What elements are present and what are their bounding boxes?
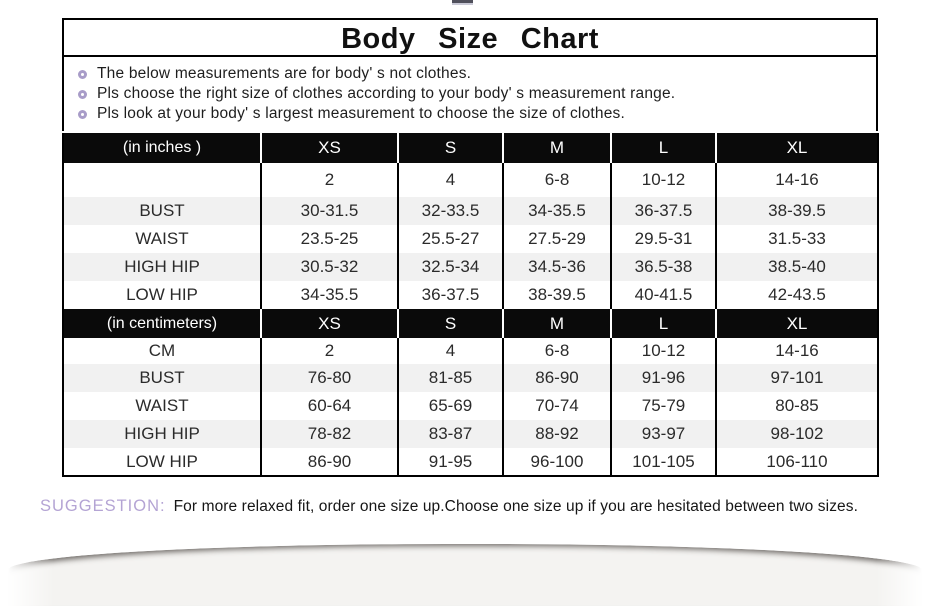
size-col-header: XS [261,309,398,338]
size-cell: 27.5-29 [503,225,611,253]
table-row [63,420,878,448]
size-cell: 42-43.5 [716,281,878,309]
table-row [63,225,878,253]
size-cell: 60-64 [261,392,398,420]
row-label: BUST [63,364,261,392]
size-col-header: XS [261,133,398,163]
size-cell: 106-110 [716,448,878,476]
size-cell: 4 [398,163,503,197]
size-cell: 10-12 [611,163,716,197]
size-cell: 23.5-25 [261,225,398,253]
table-row [63,197,878,225]
size-col-header: S [398,309,503,338]
suggestion-text: For more relaxed fit, order one size up.Choose one size up if you are hesitated between two sizes. [173,498,859,515]
size-col-header: L [611,133,716,163]
table-row [63,281,878,309]
unit-label: (in inches ) [63,133,261,163]
table-header-centimeters [63,309,878,338]
row-label: CM [63,338,261,364]
size-cell: 38-39.5 [716,197,878,225]
size-cell: 14-16 [716,163,878,197]
row-label: BUST [63,197,261,225]
size-cell: 80-85 [716,392,878,420]
ring-bullet-icon [78,90,87,99]
size-cell: 101-105 [611,448,716,476]
table-header-inches [63,133,878,163]
note-text: The below measurements are for body' s not clothes. [97,65,472,82]
size-cell: 97-101 [716,364,878,392]
size-col-header: L [611,309,716,338]
note-text: Pls look at your body' s largest measurement to choose the size of clothes. [97,105,625,122]
size-cell: 36-37.5 [398,281,503,309]
size-cell: 10-12 [611,338,716,364]
crop-artifact [452,0,473,5]
row-label [63,163,261,197]
table-row [63,392,878,420]
table-row [63,253,878,281]
page-bottom-shadow [8,544,922,606]
size-cell: 65-69 [398,392,503,420]
row-label: LOW HIP [63,281,261,309]
notes-list [64,57,876,131]
size-cell: 25.5-27 [398,225,503,253]
size-cell: 91-95 [398,448,503,476]
size-cell: 30-31.5 [261,197,398,225]
size-cell: 86-90 [503,364,611,392]
size-cell: 6-8 [503,163,611,197]
page-title: Body Size Chart [64,20,876,57]
suggestion-line [40,497,920,516]
table-row [63,448,878,476]
size-cell: 88-92 [503,420,611,448]
table-row [63,338,878,364]
size-cell: 75-79 [611,392,716,420]
size-cell: 38-39.5 [503,281,611,309]
row-label: WAIST [63,392,261,420]
size-cell: 32-33.5 [398,197,503,225]
size-cell: 70-74 [503,392,611,420]
table-row [63,364,878,392]
header-box [62,18,878,131]
size-cell: 91-96 [611,364,716,392]
size-cell: 32.5-34 [398,253,503,281]
size-cell: 31.5-33 [716,225,878,253]
table-row [63,163,878,197]
size-cell: 4 [398,338,503,364]
size-col-header: M [503,309,611,338]
size-cell: 34.5-36 [503,253,611,281]
size-col-header: XL [716,133,878,163]
size-col-header: XL [716,309,878,338]
size-cell: 78-82 [261,420,398,448]
suggestion-label: SUGGESTION: [40,497,166,515]
size-cell: 14-16 [716,338,878,364]
size-col-header: S [398,133,503,163]
size-cell: 86-90 [261,448,398,476]
size-cell: 98-102 [716,420,878,448]
size-cell: 2 [261,338,398,364]
size-cell: 29.5-31 [611,225,716,253]
size-cell: 36-37.5 [611,197,716,225]
ring-bullet-icon [78,110,87,119]
row-label: WAIST [63,225,261,253]
size-cell: 93-97 [611,420,716,448]
size-cell: 38.5-40 [716,253,878,281]
size-cell: 34-35.5 [261,281,398,309]
size-cell: 81-85 [398,364,503,392]
size-cell: 34-35.5 [503,197,611,225]
size-cell: 2 [261,163,398,197]
size-cell: 36.5-38 [611,253,716,281]
size-cell: 30.5-32 [261,253,398,281]
size-cell: 96-100 [503,448,611,476]
ring-bullet-icon [78,70,87,79]
body-size-table [62,133,879,477]
size-cell: 40-41.5 [611,281,716,309]
note-item [74,64,870,84]
note-item [74,84,870,104]
row-label: LOW HIP [63,448,261,476]
note-item [74,104,870,124]
size-cell: 76-80 [261,364,398,392]
row-label: HIGH HIP [63,420,261,448]
size-col-header: M [503,133,611,163]
row-label: HIGH HIP [63,253,261,281]
size-cell: 83-87 [398,420,503,448]
note-text: Pls choose the right size of clothes according to your body' s measurement range. [97,85,676,102]
size-cell: 6-8 [503,338,611,364]
unit-label: (in centimeters) [63,309,261,338]
